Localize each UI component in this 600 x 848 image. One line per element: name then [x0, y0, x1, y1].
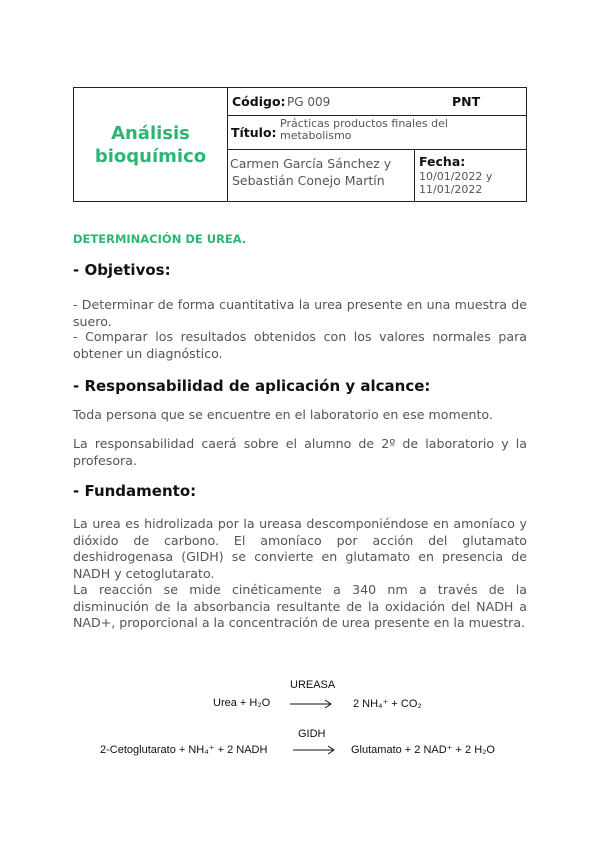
- main-heading: DETERMINACIÓN DE UREA.: [73, 232, 247, 246]
- objective-1: - Determinar de forma cuantitativa la urea presente en una muestra de suero.: [73, 297, 527, 329]
- date-line-1: 10/01/2022 y: [419, 170, 493, 183]
- reaction-2-enzyme: GIDH: [298, 728, 326, 740]
- author-line-2: Sebastián Conejo Martín: [232, 173, 385, 188]
- foundation-heading: - Fundamento:: [73, 482, 197, 500]
- objectives-heading: - Objetivos:: [73, 261, 171, 279]
- responsibility-1: Toda persona que se encuentre en el laboratorio en ese momento.: [73, 407, 493, 422]
- code-value: PG 009: [287, 95, 331, 109]
- subject-cell: [74, 88, 228, 201]
- reaction-1-enzyme: UREASA: [290, 679, 336, 691]
- date-cell: [415, 150, 526, 201]
- reaction-2-products: Glutamato + 2 NAD⁺ + 2 H₂O: [351, 744, 495, 756]
- reaction-2-reactants: 2-Cetoglutarato + NH₄⁺ + 2 NADH: [100, 744, 268, 756]
- title-value: Prácticas productos finales del metabolismo: [280, 117, 448, 142]
- authors-cell: [228, 150, 415, 201]
- reaction-2-arrow-icon: [293, 745, 337, 755]
- foundation-1: La urea es hidrolizada por la ureasa descomponiéndose en amoníaco y dióxido de carbono. El amoníaco por acción del glutamato deshidrogenasa (GIDH) se convierte en glutamato en presencia de NADH y cetoglutarato.: [73, 516, 527, 581]
- foundation-2: La reacción se mide cinéticamente a 340 nm a través de la disminución de la absorbancia resultante de la oxidación del NADH a NAD+, proporcional a la concentración de urea presente en la muestra.: [73, 582, 527, 630]
- author-line-1: Carmen García Sánchez y: [230, 156, 392, 171]
- reaction-1-arrow-icon: [290, 699, 334, 709]
- document-header-table: [73, 87, 527, 202]
- date-line-2: 11/01/2022: [419, 183, 483, 196]
- responsibility-heading: - Responsabilidad de aplicación y alcance:: [73, 377, 431, 395]
- code-label: Código:: [232, 94, 286, 109]
- title-label: Título:: [231, 125, 277, 140]
- title-row: [228, 116, 526, 150]
- code-row: [228, 88, 526, 116]
- date-label: Fecha:: [419, 154, 466, 169]
- reaction-1-reactants: Urea + H₂O: [213, 697, 271, 709]
- subject-line-1: Análisis: [111, 122, 190, 144]
- doc-type: PNT: [452, 94, 481, 109]
- reaction-1-products: 2 NH₄⁺ + CO₂: [353, 698, 422, 710]
- objective-2: - Comparar los resultados obtenidos con los valores normales para obtener un diagnóstico.: [73, 329, 527, 361]
- reaction-scheme: [95, 675, 515, 765]
- responsibility-2: La responsabilidad caerá sobre el alumno de 2º de laboratorio y la profesora.: [73, 436, 527, 468]
- subject-line-2: bioquímico: [94, 145, 207, 167]
